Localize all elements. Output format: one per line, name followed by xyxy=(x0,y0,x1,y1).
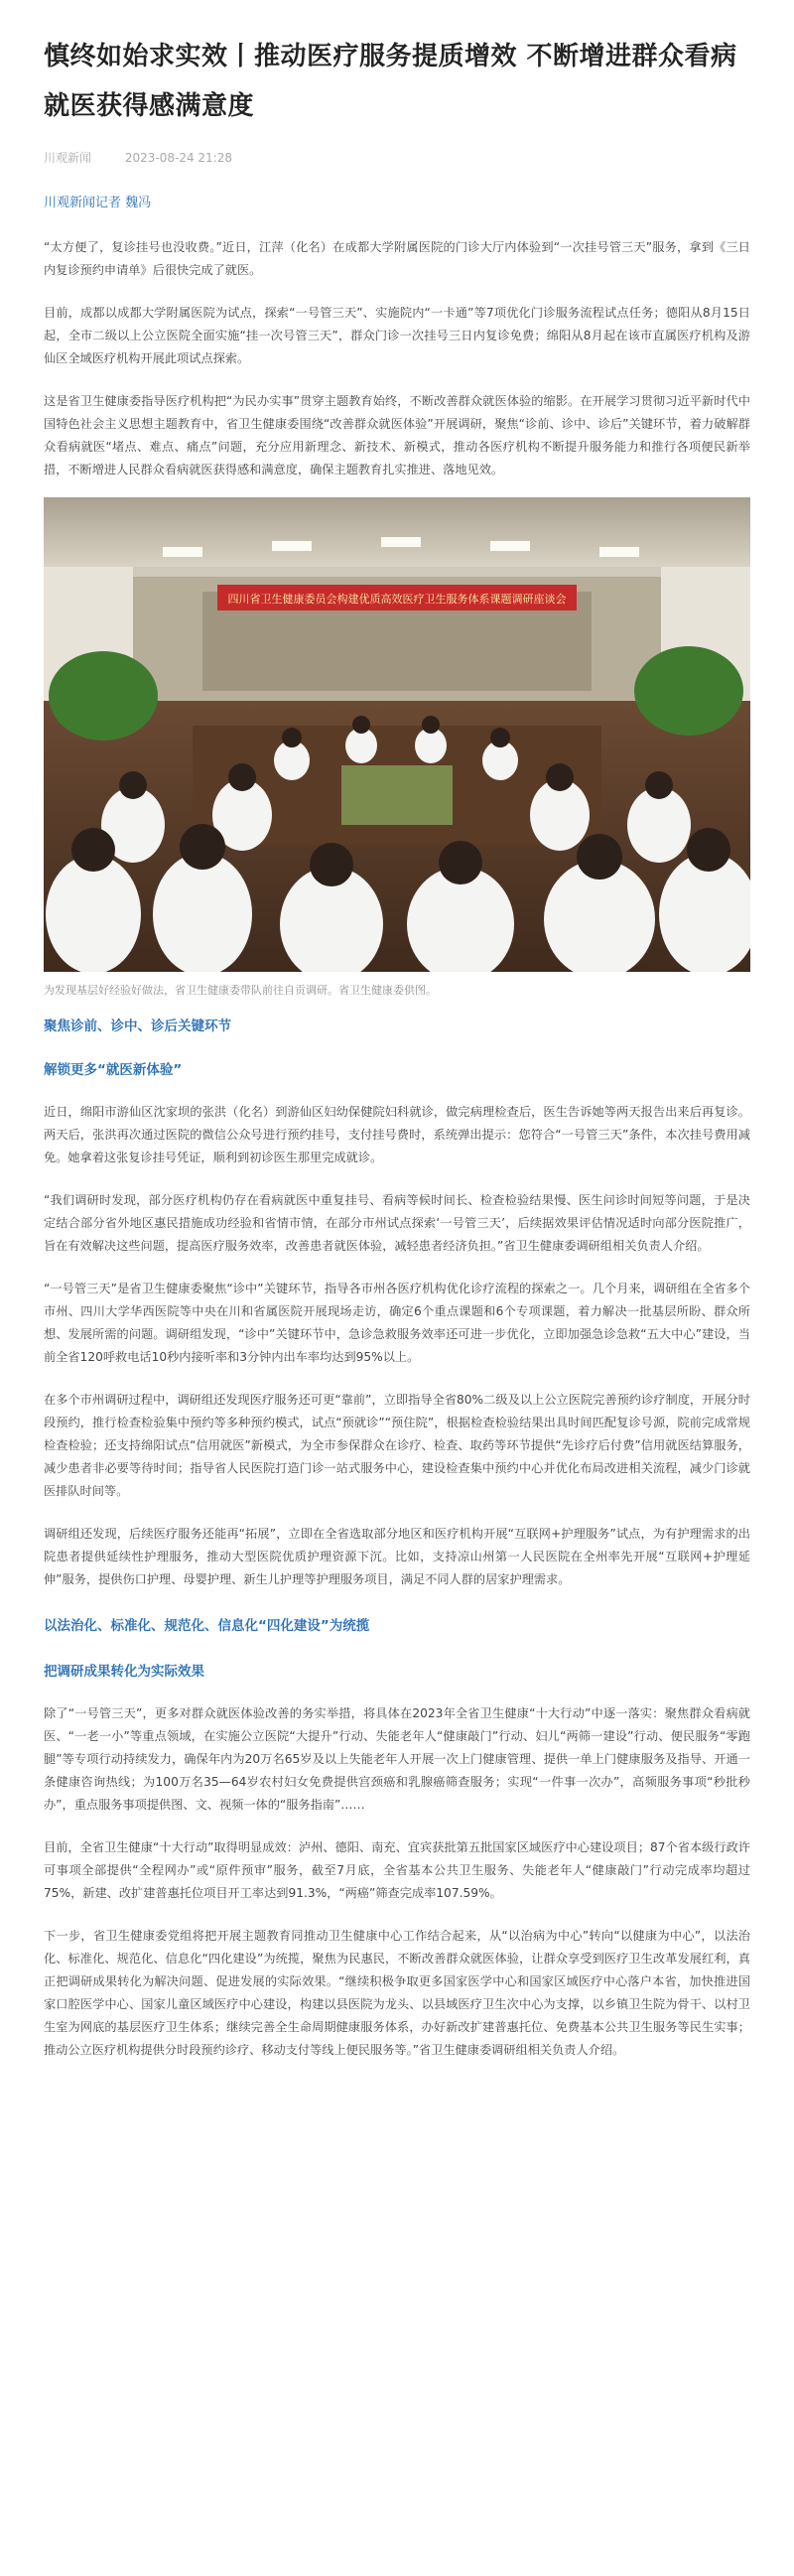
photo-caption: 为发现基层好经验好做法，省卫生健康委带队前往自贡调研。省卫生健康委供图。 xyxy=(44,984,437,997)
paragraph-1: “太方便了，复诊挂号也没收费。”近日，江萍（化名）在成都大学附属医院的门诊大厅内体验到“一次挂号管三天”服务，拿到《三日内复诊预约申请单》后很快完成了就医。 xyxy=(44,240,750,277)
section-heading-2: 解锁更多“就医新体验” xyxy=(44,1062,183,1078)
section-heading-1: 聚焦诊前、诊中、诊后关键环节 xyxy=(44,1018,231,1034)
paragraph-8: 调研组还发现，后续医疗服务还能再“拓展”，立即在全省选取部分地区和医疗机构开展“互联网+护理服务”试点，为有护理需求的出院患者提供延续性护理服务，推动大型医院优质护理资源下沉。比如，支持凉山州第一人民医院在全州率先开展“互联网+护理延伸”服务，提供伤口护理、母婴护理、新生儿护理等护理服务项目，满足不同人群的居家护理需求。 xyxy=(44,1527,750,1586)
section-heading-4: 把调研成果转化为实际效果 xyxy=(44,1664,204,1680)
paragraph-10: 目前，全省卫生健康“十大行动”取得明显成效：泸州、德阳、南充、宜宾获批第五批国家区域医疗中心建设项目；87个省本级行政许可事项全部提供“全程网办”或“原件预审”服务，截至7月底，全省基本公共卫生服务、失能老年人“健康敲门”行动完成率均超过75%，新建、改扩建普惠托位项目开工率达到91.3%，“两癌”筛查完成率107.59%。 xyxy=(44,1840,750,1900)
article-datetime: 2023-08-24 21:28 xyxy=(124,151,232,165)
article-byline: 川观新闻记者 魏冯 xyxy=(44,196,152,210)
section-heading-3: 以法治化、标准化、规范化、信息化“四化建设”为统揽 xyxy=(44,1618,370,1634)
paragraph-6: “一号管三天”是省卫生健康委聚焦“诊中”关键环节，指导各市州各医疗机构优化诊疗流程的探索之一。几个月来，调研组在全省多个市州、四川大学华西医院等中央在川和省属医院开展现场走访，确定6个重点课题和6个专项课题，着力解决一批基层所盼、群众所想、发展所需的问题。调研组发现，“诊中”关键环节中，急诊急救服务效率还可进一步优化，立即加强急诊急救“五大中心”建设，当前全省120呼救电话10秒内接听率和3分钟内出车率均达到95%以上。 xyxy=(44,1282,750,1364)
paragraph-3: 这是省卫生健康委指导医疗机构把“为民办实事”贯穿主题教育始终，不断改善群众就医体验的缩影。在开展学习贯彻习近平新时代中国特色社会主义思想主题教育中，省卫生健康委围绕“改善群众就医体验”开展调研，聚焦“诊前、诊中、诊后”关键环节，着力破解群众看病就医“堵点、难点、痛点”问题，充分应用新理念、新技术、新模式，推动各医疗机构不断提升服务能力和推行各项便民新举措，不断增进人民群众看病就医获得感和满意度，确保主题教育扎实推进、落地见效。 xyxy=(44,394,750,476)
paragraph-4: 近日，绵阳市游仙区沈家坝的张洪（化名）到游仙区妇幼保健院妇科就诊，做完病理检查后，医生告诉她等两天报告出来后再复诊。两天后，张洪再次通过医院的微信公众号进行预约挂号，支付挂号费时，系统弹出提示：您符合“一号管三天”条件，本次挂号费用减免。她拿着这张复诊挂号凭证，顺利到初诊医生那里完成就诊。 xyxy=(44,1105,750,1164)
paragraph-7: 在多个市州调研过程中，调研组还发现医疗服务还可更“靠前”，立即指导全省80%二级及以上公立医院完善预约诊疗制度，开展分时段预约，推行检查检验集中预约等多种预约模式，试点“预就诊”“预住院”，根据检查检验结果出具时间匹配复诊号源，院前完成常规检查检验；还支持绵阳试点“信用就医”新模式，为全市参保群众在诊疗、检查、取药等环节提供“先诊疗后付费”信用就医结算服务，减少患者非必要等待时间；指导省人民医院打造门诊一站式服务中心，建设检查集中预约中心并优化布局改进相关流程，减少门诊就医排队时间等。 xyxy=(44,1393,750,1498)
paragraph-2: 目前，成都以成都大学附属医院为试点，探索“一号管三天”、实施院内“一卡通”等7项优化门诊服务流程试点任务；德阳从8月15日起，全市二级以上公立医院全面实施“挂一次号管三天”，群众门诊一次挂号三日内复诊免费；绵阳从8月起在该市直属医疗机构及游仙区全域医疗机构开展此项试点探索。 xyxy=(44,306,750,365)
photo-banner-text: 四川省卫生健康委员会构建优质高效医疗卫生服务体系课题调研座谈会 xyxy=(227,593,567,606)
paragraph-9: 除了“一号管三天”，更多对群众就医体验改善的务实举措，将具体在2023年全省卫生健康“十大行动”中逐一落实：聚焦群众看病就医、“一老一小”等重点领域，在实施公立医院“大提升”行动、失能老年人“健康敲门”行动、妇儿“两筛一建设”行动、便民服务“零跑腿”等专项行动持续发力，确保年内为20万名65岁及以上失能老年人开展一次上门健康管理、提供一单上门健康服务及指导、开通一条健康咨询热线；为100万名35—64岁农村妇女免费提供宫颈癌和乳腺癌筛查服务；实现“一件事一次办”，高频服务事项“秒批秒办”，重点服务事项提供图、文、视频一体的“服务指南”…… xyxy=(44,1706,750,1812)
article-meta xyxy=(44,149,750,166)
article-title: 慎终如始求实效丨推动医疗服务提质增效 不断增进群众看病就医获得感满意度 xyxy=(44,42,737,121)
article-source[interactable]: 川观新闻 xyxy=(44,151,92,165)
article-page xyxy=(0,32,794,2576)
paragraph-5: “我们调研时发现，部分医疗机构仍存在看病就医中重复挂号、看病等候时间长、检查检验结果慢、医生问诊时间短等问题，于是决定结合部分省外地区惠民措施成功经验和省情市情，在部分市州试点探索‘一号管三天’，后续据效果评估情况适时向部分医院推广，旨在有效解决这些问题，提高医疗服务效率，改善患者就医体验，减轻患者经济负担。”省卫生健康委调研组相关负责人介绍。 xyxy=(44,1193,750,1253)
meeting-photo-illustration xyxy=(44,497,750,972)
meeting-photo xyxy=(44,497,750,972)
paragraph-11: 下一步，省卫生健康委党组将把开展主题教育同推动卫生健康中心工作结合起来，从“以治病为中心”转向“以健康为中心”，以法治化、标准化、规范化、信息化“四化建设”为统揽，聚焦为民惠民，不断改善群众就医体验，让群众享受到医疗卫生改革发展红利，真正把调研成果转化为解决问题、促进发展的实际效果。“继续积极争取更多国家医学中心和国家区域医疗中心落户本省，加快推进国家口腔医学中心、国家儿童区域医疗中心建设，构建以县医院为龙头、以县域医疗卫生次中心为支撑，以乡镇卫生院为骨干、以村卫生室为网底的基层医疗卫生体系；继续完善全生命周期健康服务体系，办好新改扩建普惠托位、免费基本公共卫生服务等民生实事；推动公立医疗机构提供分时段预约诊疗、移动支付等线上便民服务等。”省卫生健康委调研组相关负责人介绍。 xyxy=(44,1929,750,2057)
